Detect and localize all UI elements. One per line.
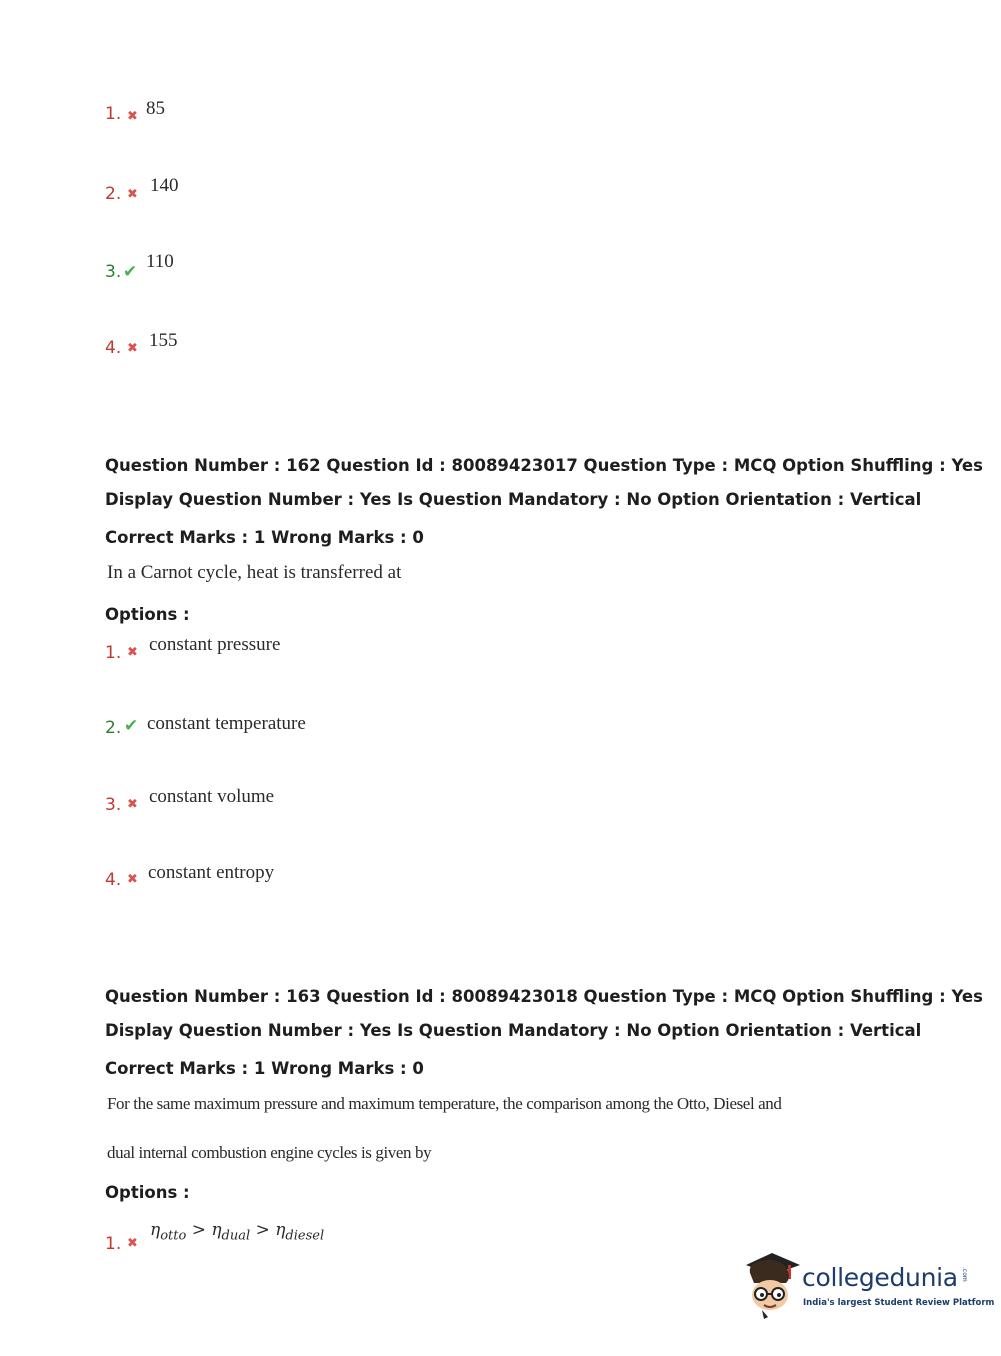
subscript-dual: dual <box>221 1228 251 1244</box>
option-number: 2. <box>105 718 122 738</box>
greater-than: > <box>255 1220 270 1240</box>
subscript-otto: otto <box>160 1228 187 1244</box>
mascot-icon <box>742 1247 804 1322</box>
correct-check-icon: ✔ <box>123 262 138 282</box>
option-2 <box>105 718 121 738</box>
option-3 <box>105 262 121 282</box>
collegedunia-logo <box>742 1247 995 1322</box>
wrong-cross-icon: ✖ <box>127 1236 138 1251</box>
options-label: Options : <box>105 1183 190 1202</box>
subscript-diesel: diesel <box>285 1228 325 1244</box>
wrong-cross-icon: ✖ <box>127 187 138 202</box>
wrong-cross-icon: ✖ <box>127 872 138 887</box>
option-number: 1. <box>105 643 122 663</box>
greater-than: > <box>191 1220 206 1240</box>
option-number: 3. <box>105 262 122 282</box>
eta-symbol: η <box>211 1220 222 1240</box>
efficiency-comparison-formula <box>150 1220 324 1243</box>
option-number: 4. <box>105 870 122 890</box>
wrong-cross-icon: ✖ <box>127 109 138 124</box>
option-number: 2. <box>105 184 122 204</box>
wrong-cross-icon: ✖ <box>127 797 138 812</box>
question-meta-line-1: Question Number : 162 Question Id : 80089423017 Question Type : MCQ Option Shuffling : Yes <box>105 456 983 475</box>
wrong-cross-icon: ✖ <box>127 645 138 660</box>
question-meta-line-2: Display Question Number : Yes Is Question Mandatory : No Option Orientation : Vertical <box>105 490 922 509</box>
option-number: 1. <box>105 104 122 124</box>
question-text-line-1: For the same maximum pressure and maximum temperature, the comparison among the Otto, Diesel and <box>107 1094 782 1113</box>
option-1 <box>105 104 121 124</box>
option-text: constant temperature <box>147 713 306 734</box>
option-text: 155 <box>149 330 178 351</box>
logo-tagline: India's largest Student Review Platform <box>803 1298 995 1308</box>
option-2 <box>105 184 121 204</box>
question-marks: Correct Marks : 1 Wrong Marks : 0 <box>105 1059 424 1078</box>
option-text: constant entropy <box>148 862 275 883</box>
options-label: Options : <box>105 605 190 624</box>
question-marks: Correct Marks : 1 Wrong Marks : 0 <box>105 528 424 547</box>
question-text: In a Carnot cycle, heat is transferred at <box>107 562 402 583</box>
correct-check-icon: ✔ <box>124 716 139 736</box>
option-number: 3. <box>105 795 122 815</box>
wrong-cross-icon: ✖ <box>127 341 138 356</box>
eta-symbol: η <box>150 1220 161 1240</box>
option-text: 110 <box>146 251 174 272</box>
option-4 <box>105 338 121 358</box>
question-meta-line-1: Question Number : 163 Question Id : 80089423018 Question Type : MCQ Option Shuffling : Yes <box>105 987 983 1006</box>
question-text-line-2: dual internal combustion engine cycles is given by <box>107 1143 432 1162</box>
eta-symbol: η <box>275 1220 286 1240</box>
option-text: constant pressure <box>149 634 281 655</box>
option-text: 85 <box>146 98 165 119</box>
option-number: 1. <box>105 1234 122 1254</box>
logo-suffix: .com <box>961 1267 968 1282</box>
option-text: constant volume <box>149 786 275 807</box>
question-meta-line-2: Display Question Number : Yes Is Question Mandatory : No Option Orientation : Vertical <box>105 1021 922 1040</box>
option-3 <box>105 795 121 815</box>
option-1 <box>105 1234 121 1254</box>
option-1 <box>105 643 121 663</box>
logo-wordmark: collegedunia <box>802 1263 958 1292</box>
option-text: 140 <box>150 175 179 196</box>
option-number: 4. <box>105 338 122 358</box>
option-4 <box>105 870 121 890</box>
